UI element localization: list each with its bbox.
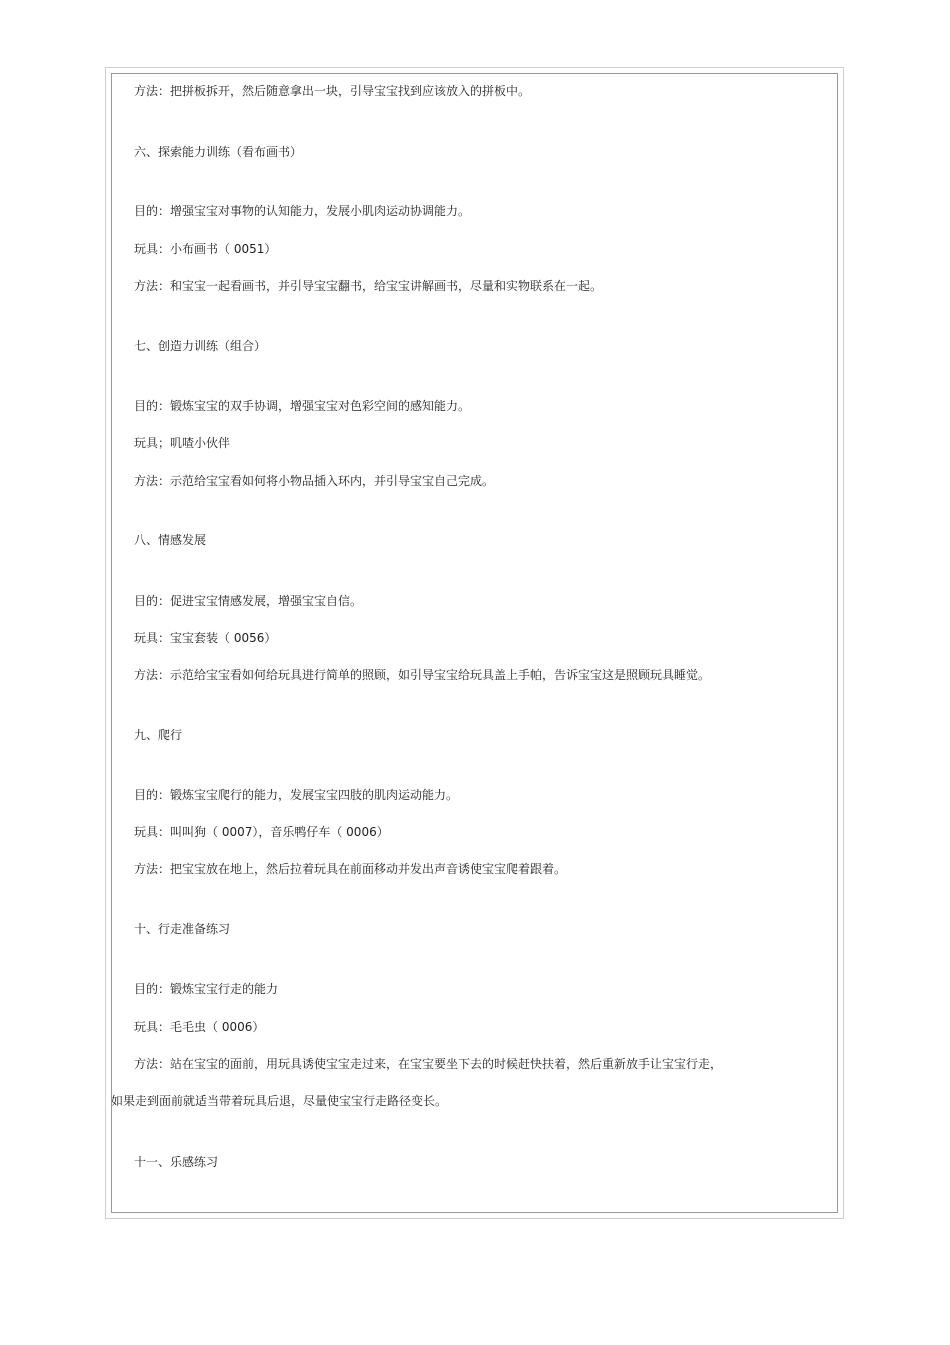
purpose-line: 目的：锻炼宝宝爬行的能力，发展宝宝四肢的肌肉运动能力。 bbox=[134, 788, 459, 802]
method-line: 方法：站在宝宝的面前，用玩具诱使宝宝走过来，在宝宝要坐下去的时候赶快扶着，然后重新放手让宝宝行走， bbox=[134, 1057, 723, 1071]
section-heading: 九、爬行 bbox=[134, 728, 183, 742]
method-line: 方法：示范给宝宝看如何给玩具进行简单的照顾，如引导宝宝给玩具盖上手帕，告诉宝宝这是照顾玩具睡觉。 bbox=[134, 668, 711, 682]
toy-line: 玩具：小布画书（ 0051） bbox=[134, 242, 277, 256]
section-heading: 十、行走准备练习 bbox=[134, 922, 231, 936]
method-line: 方法：把宝宝放在地上，然后拉着玩具在前面移动并发出声音诱使宝宝爬着跟着。 bbox=[134, 862, 567, 876]
method-line: 方法：把拼板拆开，然后随意拿出一块，引导宝宝找到应该放入的拼板中。 bbox=[134, 84, 531, 98]
purpose-line: 目的：促进宝宝情感发展，增强宝宝自信。 bbox=[134, 594, 363, 608]
purpose-line: 目的：增强宝宝对事物的认知能力，发展小肌肉运动协调能力。 bbox=[134, 204, 471, 218]
toy-line: 玩具：宝宝套装（ 0056） bbox=[134, 631, 277, 645]
purpose-line: 目的：锻炼宝宝行走的能力 bbox=[134, 982, 279, 996]
toy-line: 玩具；叽喳小伙伴 bbox=[134, 436, 231, 450]
toy-line: 玩具：叫叫狗（ 0007），音乐鸭仔车（ 0006） bbox=[134, 825, 389, 839]
section-heading: 十一、乐感练习 bbox=[134, 1155, 219, 1169]
section-heading: 七、创造力训练（组合） bbox=[134, 339, 267, 353]
purpose-line: 目的：锻炼宝宝的双手协调，增强宝宝对色彩空间的感知能力。 bbox=[134, 399, 471, 413]
section-heading: 六、探索能力训练（看布画书） bbox=[134, 145, 303, 159]
section-heading: 八、情感发展 bbox=[134, 533, 207, 547]
method-line: 方法：示范给宝宝看如何将小物品插入环内，并引导宝宝自己完成。 bbox=[134, 474, 495, 488]
method-line-continued: 如果走到面前就适当带着玩具后退，尽量使宝宝行走路径变长。 bbox=[111, 1094, 448, 1108]
toy-line: 玩具：毛毛虫（ 0006） bbox=[134, 1020, 265, 1034]
method-line: 方法：和宝宝一起看画书，并引导宝宝翻书，给宝宝讲解画书，尽量和实物联系在一起。 bbox=[134, 279, 603, 293]
